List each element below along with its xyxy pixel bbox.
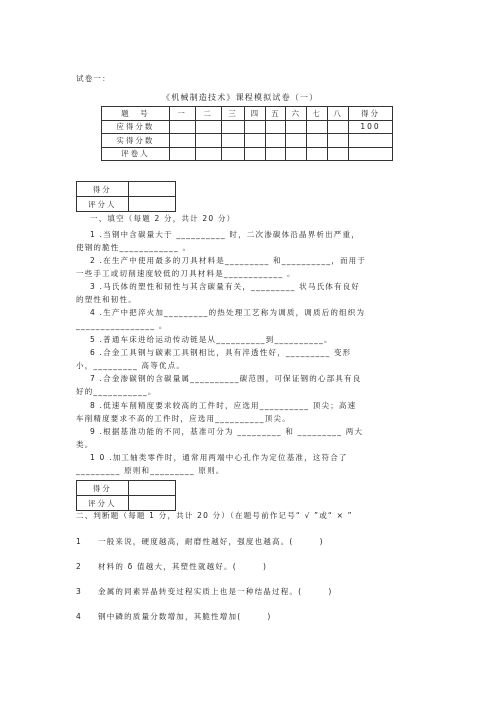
fill-line: 类。 (76, 440, 94, 449)
fill-line: 一些手工或切削速度较低的刀具材料是____________ 。 (76, 269, 296, 278)
table-row (102, 120, 393, 134)
judge-num: 1 (76, 537, 82, 546)
header-cell: 六 (286, 107, 307, 121)
grader-table-2 (76, 480, 176, 511)
grader-label: 评分人 (77, 496, 129, 511)
exam-title: 《机械制造技术》课程模拟试卷（一） (162, 93, 319, 102)
row-label: 实得分数 (102, 134, 170, 148)
exam-header: 试卷一： (76, 74, 111, 83)
row-total (349, 147, 393, 161)
fill-line: 1 .当钢中含碳量大于 __________ 时，二次渗碳体沿晶界析出严重， (90, 230, 360, 239)
judge-num: 2 (76, 562, 82, 571)
fill-line: _________ 原则和_________ 原则。 (76, 466, 225, 475)
header-cell: 一 (169, 107, 195, 121)
header-cell: 题 号 (102, 107, 170, 121)
judge-text: 钢中磷的质量分数增加，其脆性增加( ) (98, 612, 272, 621)
row-label: 应得分数 (102, 120, 170, 134)
header-cell: 七 (307, 107, 328, 121)
judge-text: 一般来说，硬度越高，耐磨性越好，强度也越高。( ) (98, 537, 324, 546)
header-cell: 二 (195, 107, 221, 121)
judge-text: 金属的同素异晶转变过程实质上也是一种结晶过程。( ) (98, 587, 333, 596)
fill-line: 4 .生产中把淬火加_________的热处理工艺称为调质，调质后的组织为 (90, 308, 366, 317)
table-row (102, 147, 393, 161)
fill-line: 3 .马氏体的塑性和韧性与其含碳量有关，_________ 状马氏体有良好 (90, 282, 361, 291)
section2-heading: 二、判断题（每题 1 分，共计 20 分）（在题号前作记号“ √ ”或“ × ” (76, 511, 353, 520)
judge-num: 3 (76, 587, 82, 596)
judge-text: 材料的 δ 值越大，其塑性就越好。( ) (98, 562, 268, 571)
fill-line: 7 .合金渗碳钢的含碳量属__________碳范围，可保证钢的心部具有良 (90, 374, 362, 383)
score-table (101, 106, 393, 161)
score-table-header-row (102, 107, 393, 121)
fill-line: 2 .在生产中使用最多的刀具材料是_________ 和__________，而用于 (90, 256, 367, 265)
row-label: 评卷人 (102, 147, 170, 161)
row-total (349, 134, 393, 148)
fill-line: 9 .根据基准功能的不同，基准可分为 _________ 和 _________ 两大 (90, 427, 364, 436)
judge-num: 4 (76, 612, 82, 621)
fill-line: 5 .普通车床进给运动传动链是从__________到__________。 (90, 335, 333, 344)
section1-heading: 一、填空（每题 2 分，共计 20 分） (90, 214, 236, 223)
fill-line: 1 0 .加工轴类零件时，通常用两端中心孔作为定位基准，这符合了 (90, 453, 348, 462)
header-cell: 得分 (349, 107, 393, 121)
grader-label: 评分人 (77, 197, 129, 212)
fill-line: 6 .合金工具钢与碳素工具钢相比，具有淬透性好，_________ 变形 (90, 348, 352, 357)
fill-line: ________________ 。 (76, 321, 168, 330)
fill-line: 车削精度要求不高的工件时，应选用__________顶尖。 (76, 414, 291, 423)
header-cell: 四 (245, 107, 266, 121)
fill-line: 的塑性和韧性。 (76, 295, 137, 304)
score-label: 得分 (77, 481, 129, 496)
fill-line: 小，_________ 高等优点。 (76, 361, 186, 370)
table-row (102, 134, 393, 148)
row-total: 100 (349, 120, 393, 134)
fill-line: 使钢的脆性____________ 。 (76, 243, 192, 252)
header-cell: 五 (266, 107, 286, 121)
header-cell: 八 (328, 107, 349, 121)
fill-line: 8 .低速车削精度要求较高的工件时，应选用__________ 顶尖；高速 (90, 401, 357, 410)
header-cell: 三 (221, 107, 245, 121)
grader-table (76, 181, 176, 212)
fill-line: 好的___________。 (76, 387, 157, 396)
score-label: 得分 (77, 182, 129, 197)
